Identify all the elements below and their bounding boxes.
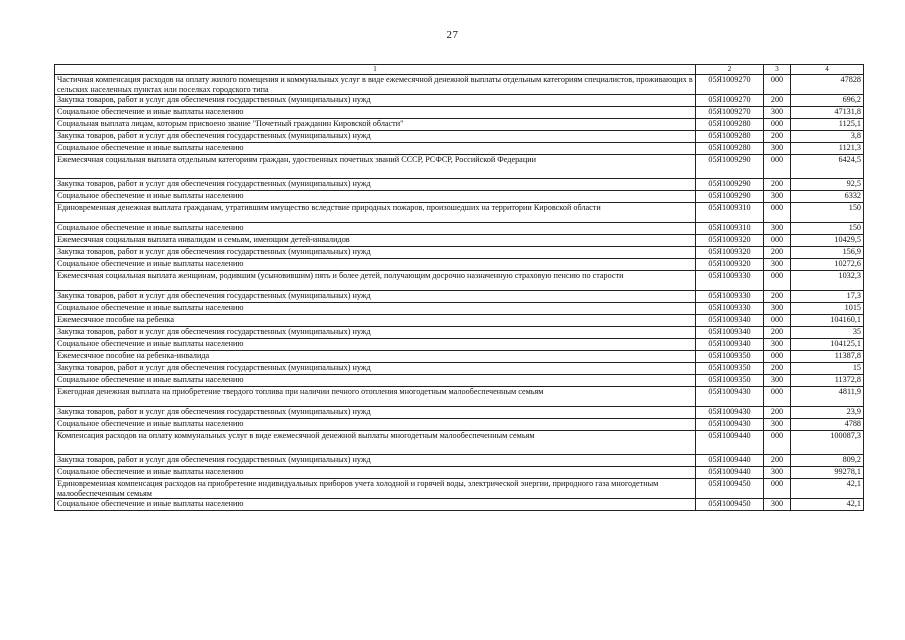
row-sum-cell: 4788 xyxy=(791,419,864,431)
row-type-cell: 000 xyxy=(764,119,791,131)
row-type-cell: 200 xyxy=(764,407,791,419)
row-sum-cell: 92,5 xyxy=(791,179,864,191)
row-type-cell: 300 xyxy=(764,499,791,511)
row-name-cell: Социальное обеспечение и иные выплаты населению xyxy=(55,259,696,271)
row-sum-cell: 35 xyxy=(791,327,864,339)
row-sum-cell: 3,8 xyxy=(791,131,864,143)
row-code-cell: 05Я1009440 xyxy=(696,431,764,455)
row-name-cell: Единовременная денежная выплата гражданам, утратившим имущество вследствие природных пожаров, произошедших на территории Кировской области xyxy=(55,203,696,223)
row-code-cell: 05Я1009310 xyxy=(696,203,764,223)
row-type-cell: 200 xyxy=(764,95,791,107)
row-code-cell: 05Я1009350 xyxy=(696,351,764,363)
row-name-cell: Закупка товаров, работ и услуг для обеспечения государственных (муниципальных) нужд xyxy=(55,407,696,419)
row-code-cell: 05Я1009430 xyxy=(696,407,764,419)
row-code-cell: 05Я1009330 xyxy=(696,271,764,291)
table-row xyxy=(55,271,864,291)
row-sum-cell: 47131,8 xyxy=(791,107,864,119)
table-row xyxy=(55,95,864,107)
row-sum-cell: 156,9 xyxy=(791,247,864,259)
row-name-cell: Закупка товаров, работ и услуг для обеспечения государственных (муниципальных) нужд xyxy=(55,327,696,339)
row-sum-cell: 104125,1 xyxy=(791,339,864,351)
row-code-cell: 05Я1009430 xyxy=(696,419,764,431)
budget-table-body xyxy=(55,65,864,511)
row-name-cell: Ежегодная денежная выплата на приобретение твердого топлива при наличии печного отопления многодетным малообеспеченным семьям xyxy=(55,387,696,407)
header-col-sum: 4 xyxy=(791,65,864,75)
row-sum-cell: 47828 xyxy=(791,75,864,95)
table-row xyxy=(55,499,864,511)
row-type-cell: 000 xyxy=(764,315,791,327)
row-code-cell: 05Я1009330 xyxy=(696,303,764,315)
row-type-cell: 000 xyxy=(764,203,791,223)
row-code-cell: 05Я1009290 xyxy=(696,179,764,191)
row-type-cell: 200 xyxy=(764,327,791,339)
row-sum-cell: 6424,5 xyxy=(791,155,864,179)
row-type-cell: 300 xyxy=(764,143,791,155)
row-name-cell: Социальная выплата лицам, которым присвоено звание "Почетный гражданин Кировской области" xyxy=(55,119,696,131)
budget-table xyxy=(54,64,864,511)
row-sum-cell: 42,1 xyxy=(791,499,864,511)
row-name-cell: Закупка товаров, работ и услуг для обеспечения государственных (муниципальных) нужд xyxy=(55,179,696,191)
row-type-cell: 300 xyxy=(764,375,791,387)
row-name-cell: Социальное обеспечение и иные выплаты населению xyxy=(55,107,696,119)
table-row xyxy=(55,375,864,387)
row-type-cell: 300 xyxy=(764,259,791,271)
row-code-cell: 05Я1009280 xyxy=(696,119,764,131)
row-name-cell: Социальное обеспечение и иные выплаты населению xyxy=(55,143,696,155)
row-sum-cell: 6332 xyxy=(791,191,864,203)
row-name-cell: Ежемесячная социальная выплата отдельным категориям граждан, удостоенных почетных званий СССР, РСФСР, Российской Федерации xyxy=(55,155,696,179)
row-name-cell: Ежемесячное пособие на ребенка xyxy=(55,315,696,327)
table-row xyxy=(55,107,864,119)
row-code-cell: 05Я1009320 xyxy=(696,259,764,271)
row-name-cell: Закупка товаров, работ и услуг для обеспечения государственных (муниципальных) нужд xyxy=(55,95,696,107)
row-type-cell: 300 xyxy=(764,467,791,479)
row-type-cell: 000 xyxy=(764,155,791,179)
row-sum-cell: 4811,9 xyxy=(791,387,864,407)
row-code-cell: 05Я1009290 xyxy=(696,155,764,179)
table-row xyxy=(55,407,864,419)
row-code-cell: 05Я1009350 xyxy=(696,363,764,375)
table-row xyxy=(55,363,864,375)
table-row xyxy=(55,455,864,467)
row-code-cell: 05Я1009440 xyxy=(696,467,764,479)
table-row xyxy=(55,479,864,499)
row-name-cell: Социальное обеспечение и иные выплаты населению xyxy=(55,223,696,235)
row-name-cell: Социальное обеспечение и иные выплаты населению xyxy=(55,419,696,431)
row-type-cell: 200 xyxy=(764,179,791,191)
table-row xyxy=(55,155,864,179)
row-sum-cell: 42,1 xyxy=(791,479,864,499)
table-row xyxy=(55,75,864,95)
row-sum-cell: 1121,3 xyxy=(791,143,864,155)
row-type-cell: 000 xyxy=(764,235,791,247)
row-type-cell: 300 xyxy=(764,107,791,119)
page-number: 27 xyxy=(446,29,459,41)
row-sum-cell: 150 xyxy=(791,223,864,235)
table-header-row xyxy=(55,65,864,75)
row-code-cell: 05Я1009450 xyxy=(696,479,764,499)
table-row xyxy=(55,419,864,431)
header-col-code: 2 xyxy=(696,65,764,75)
table-row xyxy=(55,327,864,339)
table-row xyxy=(55,235,864,247)
table-row xyxy=(55,351,864,363)
row-type-cell: 000 xyxy=(764,431,791,455)
row-type-cell: 000 xyxy=(764,387,791,407)
row-name-cell: Социальное обеспечение и иные выплаты населению xyxy=(55,467,696,479)
row-name-cell: Закупка товаров, работ и услуг для обеспечения государственных (муниципальных) нужд xyxy=(55,455,696,467)
row-code-cell: 05Я1009280 xyxy=(696,143,764,155)
row-code-cell: 05Я1009350 xyxy=(696,375,764,387)
row-code-cell: 05Я1009330 xyxy=(696,291,764,303)
row-code-cell: 05Я1009290 xyxy=(696,191,764,203)
row-name-cell: Частичная компенсация расходов на оплату жилого помещения и коммунальных услуг в виде ежемесячной денежной выплаты отдельным категориям специалистов, проживающих в сельских населенных пунктах или поселках городского типа xyxy=(55,75,696,95)
table-row xyxy=(55,339,864,351)
row-type-cell: 200 xyxy=(764,455,791,467)
row-name-cell: Закупка товаров, работ и услуг для обеспечения государственных (муниципальных) нужд xyxy=(55,131,696,143)
row-name-cell: Закупка товаров, работ и услуг для обеспечения государственных (муниципальных) нужд xyxy=(55,247,696,259)
row-type-cell: 300 xyxy=(764,303,791,315)
row-type-cell: 300 xyxy=(764,419,791,431)
row-name-cell: Компенсация расходов на оплату коммунальных услуг в виде ежемесячной денежной выплаты многодетным малообеспеченным семьям xyxy=(55,431,696,455)
row-name-cell: Ежемесячная социальная выплата инвалидам и семьям, имеющим детей-инвалидов xyxy=(55,235,696,247)
row-name-cell: Ежемесячное пособие на ребенка-инвалида xyxy=(55,351,696,363)
row-code-cell: 05Я1009270 xyxy=(696,75,764,95)
row-code-cell: 05Я1009430 xyxy=(696,387,764,407)
row-sum-cell: 150 xyxy=(791,203,864,223)
row-type-cell: 200 xyxy=(764,247,791,259)
row-code-cell: 05Я1009310 xyxy=(696,223,764,235)
row-name-cell: Социальное обеспечение и иные выплаты населению xyxy=(55,339,696,351)
table-row xyxy=(55,467,864,479)
row-sum-cell: 10429,5 xyxy=(791,235,864,247)
row-sum-cell: 23,9 xyxy=(791,407,864,419)
header-col-type: 3 xyxy=(764,65,791,75)
table-row xyxy=(55,191,864,203)
row-type-cell: 200 xyxy=(764,131,791,143)
row-name-cell: Закупка товаров, работ и услуг для обеспечения государственных (муниципальных) нужд xyxy=(55,291,696,303)
table-row xyxy=(55,259,864,271)
table-row xyxy=(55,291,864,303)
row-sum-cell: 11387,8 xyxy=(791,351,864,363)
row-sum-cell: 17,3 xyxy=(791,291,864,303)
row-name-cell: Социальное обеспечение и иные выплаты населению xyxy=(55,375,696,387)
row-code-cell: 05Я1009340 xyxy=(696,327,764,339)
row-sum-cell: 809,2 xyxy=(791,455,864,467)
table-row xyxy=(55,179,864,191)
row-code-cell: 05Я1009320 xyxy=(696,247,764,259)
row-name-cell: Социальное обеспечение и иные выплаты населению xyxy=(55,499,696,511)
row-sum-cell: 11372,8 xyxy=(791,375,864,387)
row-code-cell: 05Я1009270 xyxy=(696,107,764,119)
row-code-cell: 05Я1009270 xyxy=(696,95,764,107)
row-code-cell: 05Я1009440 xyxy=(696,455,764,467)
table-row xyxy=(55,247,864,259)
row-sum-cell: 1125,1 xyxy=(791,119,864,131)
row-sum-cell: 99278,1 xyxy=(791,467,864,479)
header-col-name: 1 xyxy=(55,65,696,75)
table-row xyxy=(55,223,864,235)
table-row xyxy=(55,303,864,315)
row-type-cell: 000 xyxy=(764,351,791,363)
row-type-cell: 300 xyxy=(764,191,791,203)
row-code-cell: 05Я1009280 xyxy=(696,131,764,143)
row-name-cell: Закупка товаров, работ и услуг для обеспечения государственных (муниципальных) нужд xyxy=(55,363,696,375)
row-sum-cell: 696,2 xyxy=(791,95,864,107)
table-row xyxy=(55,387,864,407)
row-sum-cell: 1015 xyxy=(791,303,864,315)
row-sum-cell: 15 xyxy=(791,363,864,375)
row-sum-cell: 104160,1 xyxy=(791,315,864,327)
table-row xyxy=(55,131,864,143)
table-row xyxy=(55,315,864,327)
row-type-cell: 000 xyxy=(764,479,791,499)
row-name-cell: Социальное обеспечение и иные выплаты населению xyxy=(55,303,696,315)
row-type-cell: 200 xyxy=(764,291,791,303)
row-type-cell: 000 xyxy=(764,75,791,95)
table-row xyxy=(55,203,864,223)
row-code-cell: 05Я1009340 xyxy=(696,315,764,327)
row-name-cell: Социальное обеспечение и иные выплаты населению xyxy=(55,191,696,203)
row-type-cell: 200 xyxy=(764,363,791,375)
row-code-cell: 05Я1009340 xyxy=(696,339,764,351)
row-sum-cell: 1032,3 xyxy=(791,271,864,291)
row-code-cell: 05Я1009320 xyxy=(696,235,764,247)
row-name-cell: Ежемесячная социальная выплата женщинам, родившим (усыновившим) пять и более детей, получающим досрочно назначенную страховую пенсию по старости xyxy=(55,271,696,291)
table-row xyxy=(55,431,864,455)
row-type-cell: 000 xyxy=(764,271,791,291)
row-sum-cell: 100087,3 xyxy=(791,431,864,455)
row-sum-cell: 10272,6 xyxy=(791,259,864,271)
row-type-cell: 300 xyxy=(764,223,791,235)
row-type-cell: 300 xyxy=(764,339,791,351)
table-row xyxy=(55,119,864,131)
row-name-cell: Единовременная компенсация расходов на приобретение индивидуальных приборов учета холодной и горячей воды, электрической энергии, природного газа многодетным малообеспеченным семьям xyxy=(55,479,696,499)
row-code-cell: 05Я1009450 xyxy=(696,499,764,511)
table-row xyxy=(55,143,864,155)
